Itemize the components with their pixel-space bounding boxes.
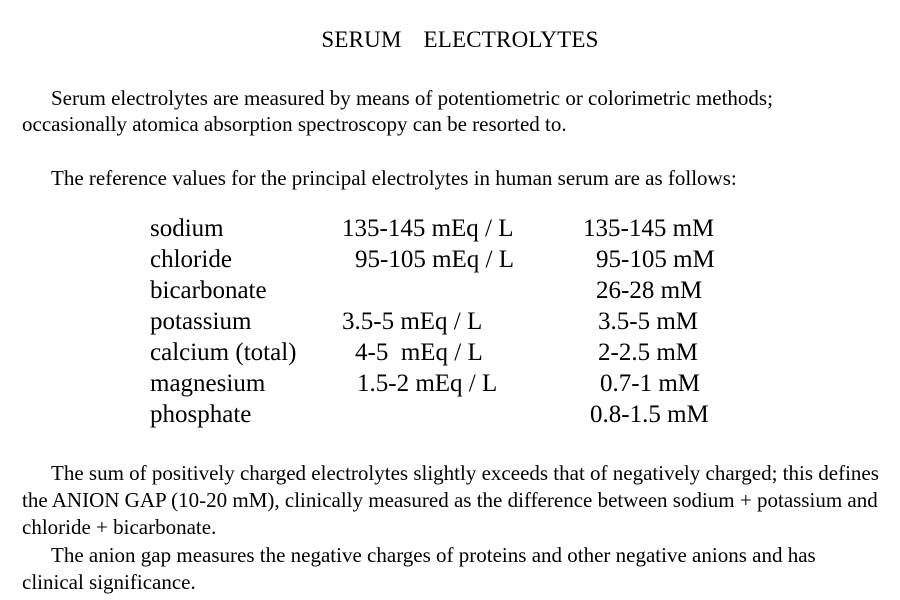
intro-paragraph: Serum electrolytes are measured by means of potentiometric or colorimetric methods; occasionally atomica absorption spectroscopy can be resorted to. <box>22 86 773 136</box>
reference-paragraph: The reference values for the principal electrolytes in human serum are as follows: <box>51 166 737 190</box>
electrolyte-name: potassium <box>150 308 252 335</box>
electrolyte-meq-value: 95-105 mEq / L <box>355 246 515 273</box>
electrolyte-mm-value: 2-2.5 mM <box>598 339 698 366</box>
electrolyte-name: sodium <box>150 215 224 242</box>
electrolyte-mm-value: 26-28 mM <box>596 277 703 304</box>
electrolyte-mm-value: 0.8-1.5 mM <box>590 401 709 428</box>
electrolyte-name: phosphate <box>150 401 252 428</box>
page-title: SERUM ELECTROLYTES <box>321 27 599 52</box>
electrolyte-name: calcium (total) <box>150 339 297 366</box>
electrolyte-meq-value: 135-145 mEq / L <box>342 215 514 242</box>
electrolyte-name: magnesium <box>150 370 266 397</box>
electrolyte-meq-value: 1.5-2 mEq / L <box>357 370 498 397</box>
electrolyte-mm-value: 135-145 mM <box>583 215 715 242</box>
electrolyte-meq-value: 4-5 mEq / L <box>355 339 483 366</box>
electrolyte-mm-value: 95-105 mM <box>596 246 715 273</box>
anion-gap-paragraph: The sum of positively charged electrolytes slightly exceeds that of negatively charged; this defines the ANION GAP (10-20 mM), clinically measured as the difference between sodium + potassium and chloride + bicarbonate. <box>22 461 879 539</box>
significance-paragraph: The anion gap measures the negative charges of proteins and other negative anions and has clinical significance. <box>22 543 816 594</box>
electrolyte-mm-value: 3.5-5 mM <box>598 308 698 335</box>
electrolyte-mm-value: 0.7-1 mM <box>600 370 700 397</box>
electrolyte-meq-value: 3.5-5 mEq / L <box>342 308 483 335</box>
electrolyte-name: chloride <box>150 246 232 273</box>
electrolyte-name: bicarbonate <box>150 277 267 304</box>
